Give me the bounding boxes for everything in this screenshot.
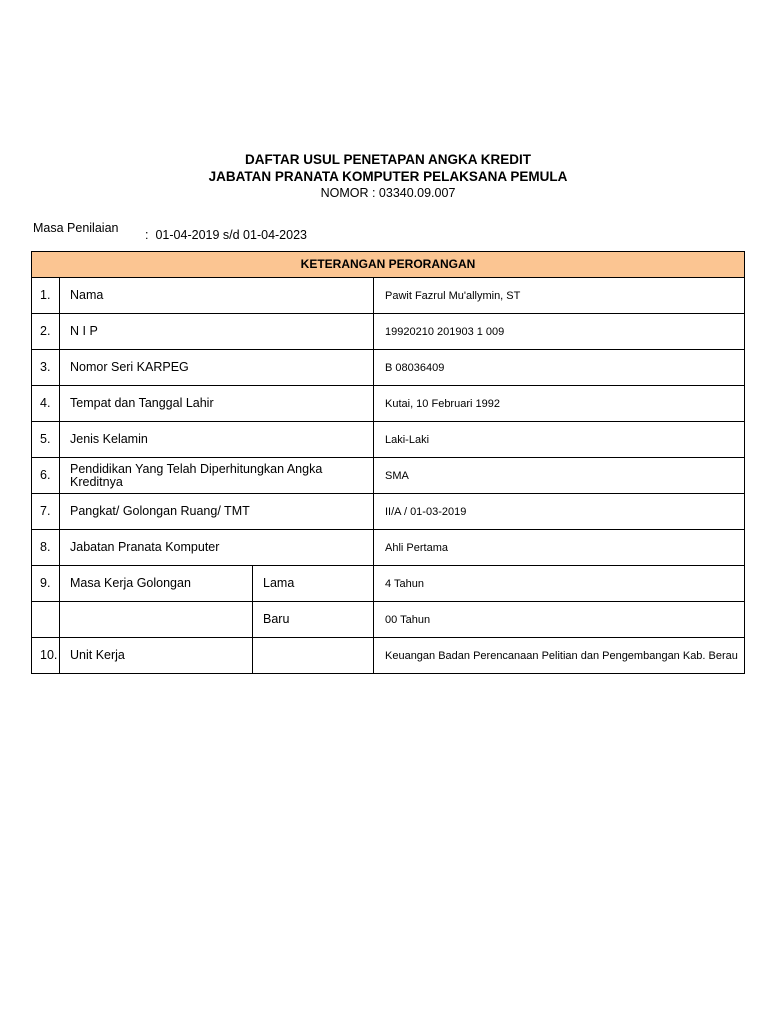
row-label: Pendidikan Yang Telah Diperhitungkan Angka Kreditnya xyxy=(60,458,374,494)
table-row xyxy=(32,530,745,566)
row-number: 9. xyxy=(32,566,60,602)
row-value: B 08036409 xyxy=(374,350,745,386)
masa-kerja-label: Masa Kerja Golongan xyxy=(60,566,253,602)
row-label: Tempat dan Tanggal Lahir xyxy=(60,386,374,422)
masa-kerja-lama-row xyxy=(32,566,745,602)
personal-info-table xyxy=(31,251,745,674)
document-header xyxy=(0,151,768,202)
row-value: SMA xyxy=(374,458,745,494)
row-number: 8. xyxy=(32,530,60,566)
table-row xyxy=(32,350,745,386)
row-value: Ahli Pertama xyxy=(374,530,745,566)
unit-kerja-row xyxy=(32,638,745,674)
section-title: KETERANGAN PERORANGAN xyxy=(32,252,745,278)
table-row xyxy=(32,422,745,458)
row-label: Jabatan Pranata Komputer xyxy=(60,530,374,566)
row-value: II/A / 01-03-2019 xyxy=(374,494,745,530)
row-number: 5. xyxy=(32,422,60,458)
empty-cell xyxy=(253,638,374,674)
table-row xyxy=(32,314,745,350)
row-value: Kutai, 10 Februari 1992 xyxy=(374,386,745,422)
table-row xyxy=(32,458,745,494)
masa-kerja-lama-label: Lama xyxy=(253,566,374,602)
document-title-line-1: DAFTAR USUL PENETAPAN ANGKA KREDIT xyxy=(245,152,531,167)
unit-kerja-value: Keuangan Badan Perencanaan Pelitian dan Pengembangan Kab. Berau xyxy=(374,638,745,674)
table-row xyxy=(32,278,745,314)
masa-kerja-baru-label: Baru xyxy=(253,602,374,638)
row-number: 7. xyxy=(32,494,60,530)
masa-penilaian-label: Masa Penilaian xyxy=(33,221,119,235)
row-number: 2. xyxy=(32,314,60,350)
row-value: 19920210 201903 1 009 xyxy=(374,314,745,350)
empty-cell xyxy=(60,602,253,638)
masa-penilaian-colon: : xyxy=(145,228,149,242)
row-number: 4. xyxy=(32,386,60,422)
row-number: 3. xyxy=(32,350,60,386)
row-label: Nama xyxy=(60,278,374,314)
masa-kerja-lama-value: 4 Tahun xyxy=(374,566,745,602)
table-row xyxy=(32,494,745,530)
row-label: Jenis Kelamin xyxy=(60,422,374,458)
row-label: Nomor Seri KARPEG xyxy=(60,350,374,386)
table-row xyxy=(32,386,745,422)
row-number: 1. xyxy=(32,278,60,314)
table-header-row xyxy=(32,252,745,278)
masa-kerja-baru-value: 00 Tahun xyxy=(374,602,745,638)
masa-kerja-baru-row xyxy=(32,602,745,638)
document-number: NOMOR : 03340.09.007 xyxy=(320,186,456,200)
masa-penilaian-value-wrap xyxy=(145,228,307,242)
empty-cell xyxy=(32,602,60,638)
row-label: Pangkat/ Golongan Ruang/ TMT xyxy=(60,494,374,530)
unit-kerja-label: Unit Kerja xyxy=(60,638,253,674)
document-title-line-2: JABATAN PRANATA KOMPUTER PELAKSANA PEMULA xyxy=(208,169,568,184)
row-value: Laki-Laki xyxy=(374,422,745,458)
row-number: 6. xyxy=(32,458,60,494)
row-value: Pawit Fazrul Mu'allymin, ST xyxy=(374,278,745,314)
row-number: 10. xyxy=(32,638,60,674)
masa-penilaian-value: 01-04-2019 s/d 01-04-2023 xyxy=(155,228,307,242)
row-label: N I P xyxy=(60,314,374,350)
